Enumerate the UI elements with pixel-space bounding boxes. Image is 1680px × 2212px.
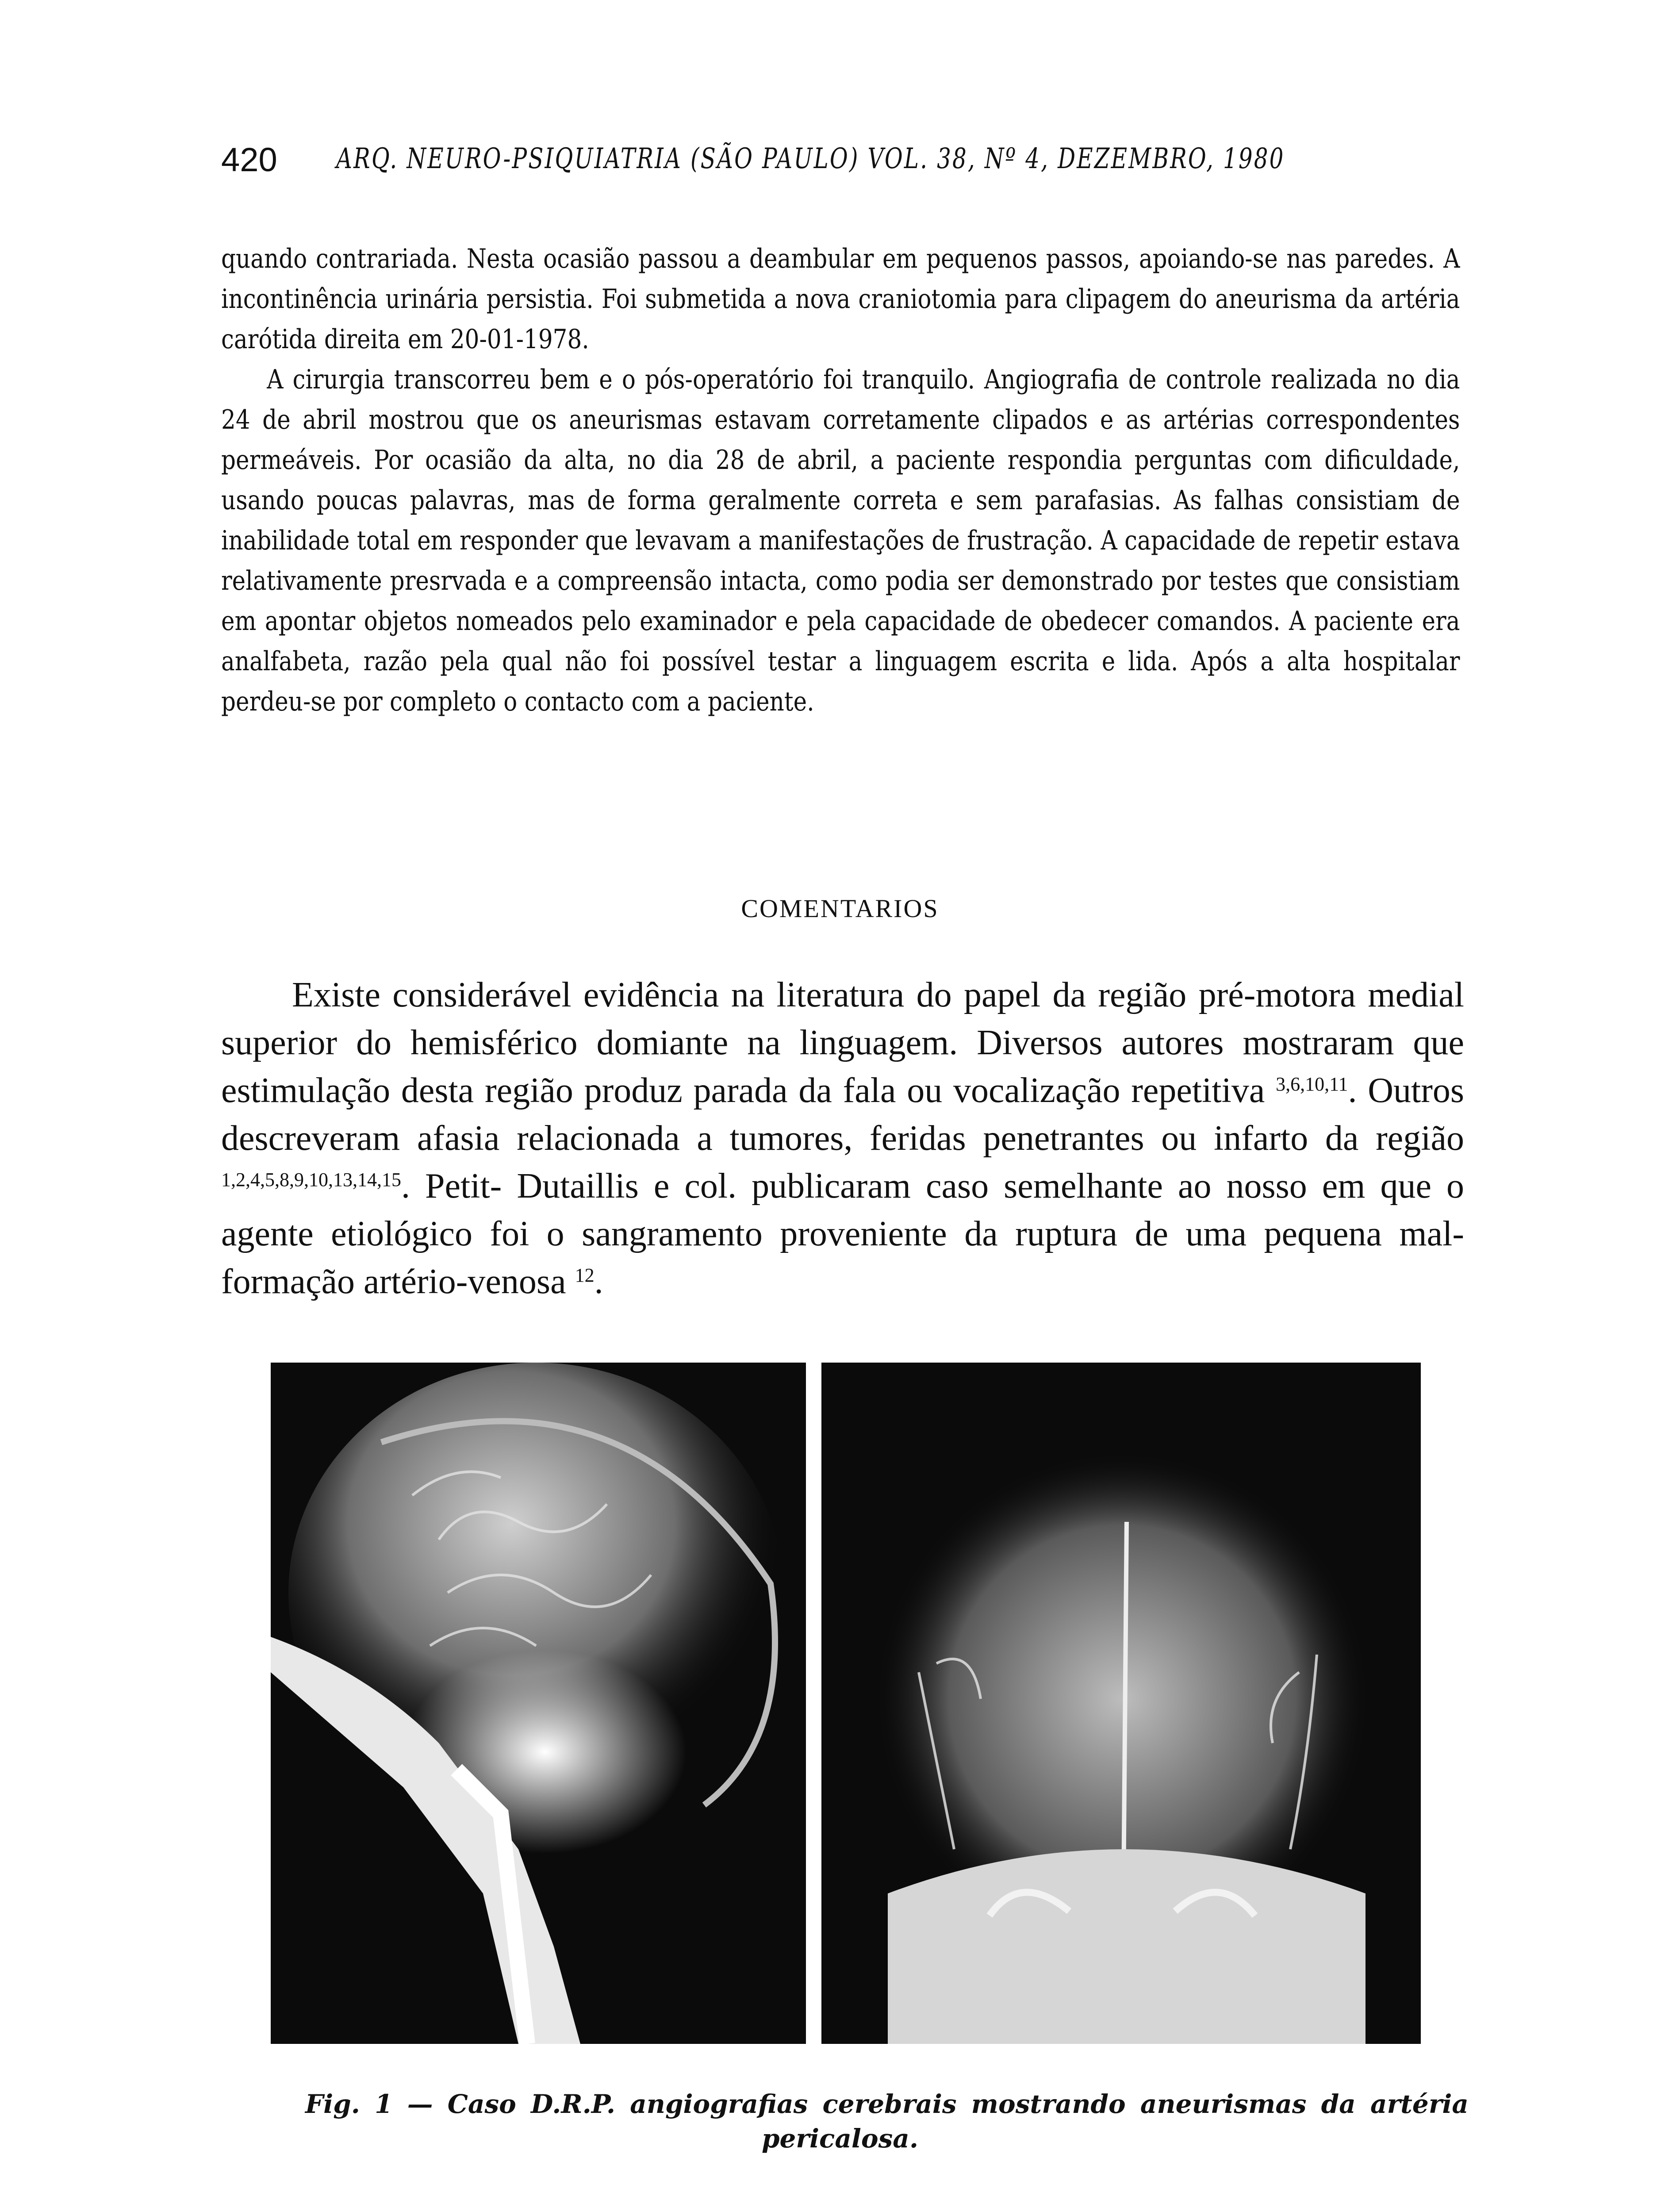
case-report-text [221,239,1460,722]
text-segment: . Outros descreveram afasia relacionada a tumores, feridas penetrantes ou infarto da região [221,1071,1464,1158]
text-segment: . Petit- Dutaillis e col. publicaram caso semelhante ao nosso em que o agente etiológico foi o sangramento proveniente da ruptura de uma pequena mal-formação artério-venosa [221,1167,1464,1301]
angiogram-frontal-image [821,1363,1421,2044]
paragraph [221,971,1464,1306]
text-segment: Existe considerável evidência na literatura do papel da região pré-motora medial superior do hemisférico domiante na linguagem. Diversos autores mostraram que estimulação desta região produz parada da fala ou vocalização repetitiva [221,975,1464,1110]
figure-caption-continued: pericalosa. [761,2124,919,2154]
figure-1 [271,1363,1465,2044]
angiogram-lateral-image [271,1363,806,2044]
running-head: ARQ. NEURO-PSIQUIATRIA (SÃO PAULO) VOL. 38, Nº 4, DEZEMBRO, 1980 [336,142,1285,175]
citation-refs: 12 [575,1264,595,1286]
citation-refs: 3,6,10,11 [1276,1073,1348,1095]
text-segment: . [594,1262,603,1301]
citation-refs: 1,2,4,5,8,9,10,13,14,15 [221,1169,401,1190]
section-title-comentarios: COMENTARIOS [741,894,939,923]
page-header [221,141,1460,179]
paragraph: A cirurgia transcorreu bem e o pós-operatório foi tranquilo. Angiografia de controle realizada no dia 24 de abril mostrou que os aneurismas estavam corretamente clipados e as artérias correspondentes permeáveis. Por ocasião da alta, no dia 28 de abril, a paciente respondia perguntas com dificuldade, usando poucas palavras, mas de forma geralmente correta e sem parafasias. As falhas consistiam de inabilidade total em responder que levavam a manifestações de frustração. A capacidade de repetir estava relativamente presrvada e a compreensão intacta, como podia ser demonstrado por testes que consistiam em apontar objetos nomeados pelo examinador e pela capacidade de obedecer comandos. A paciente era analfabeta, razão pela qual não foi possível testar a linguagem escrita e lida. Após a alta hospitalar perdeu-se por completo o contacto com a paciente. [221,364,1460,717]
paragraph: quando contrariada. Nesta ocasião passou a deambular em pequenos passos, apoiando-se nas paredes. A incontinência urinária persistia. Foi submetida a nova craniotomia para clipagem do aneurisma da artéria carótida direita em 20-01-1978. [221,243,1460,355]
comments-text [221,971,1464,1306]
page-number: 420 [221,141,277,179]
figure-caption: Fig. 1 — Caso D.R.P. angiografias cerebrais mostrando aneurismas da artéria [305,2089,1469,2119]
